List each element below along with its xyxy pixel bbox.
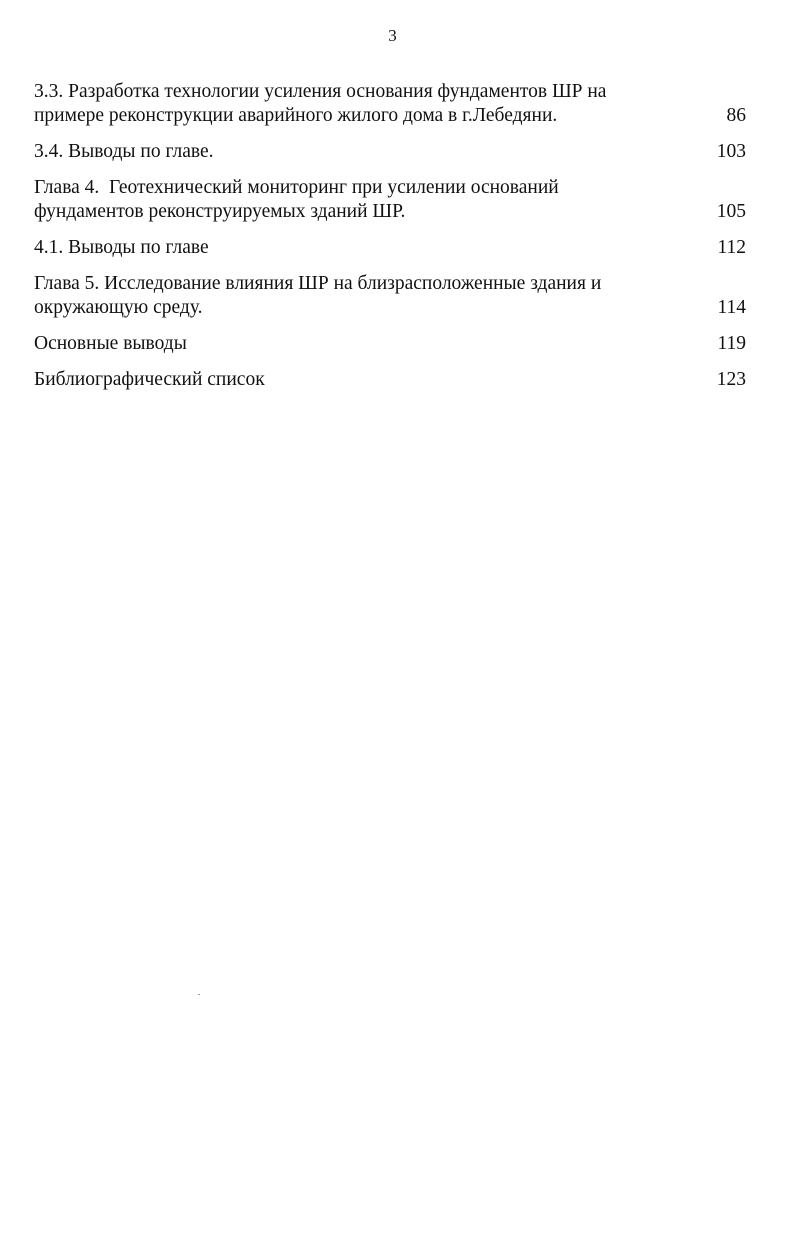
toc-entry bbox=[34, 176, 746, 224]
toc-entry-title-line: примере реконструкции аварийного жилого дома в г.Лебедяни. bbox=[34, 105, 558, 126]
toc-entry-title bbox=[34, 368, 710, 392]
toc-entry-page: 114 bbox=[717, 297, 746, 318]
page-number: 3 bbox=[388, 26, 397, 45]
toc-entry-title bbox=[34, 176, 710, 224]
toc-entry bbox=[34, 236, 746, 260]
scan-speck bbox=[198, 994, 200, 995]
toc-entry-title bbox=[34, 80, 710, 128]
toc-entry-page: 105 bbox=[716, 201, 746, 222]
toc-entry-title-line: 4.1. Выводы по главе bbox=[34, 237, 209, 258]
toc-entry-title-line: Основные выводы bbox=[34, 333, 187, 354]
toc-entry-page: 103 bbox=[716, 141, 746, 162]
toc-entry-title-line: Библиографический список bbox=[34, 369, 265, 390]
toc-entry-title bbox=[34, 332, 710, 356]
toc-entry-title-line: фундаментов реконструируемых зданий ШР. bbox=[34, 201, 406, 222]
toc-entry-title-line: Глава 5. Исследование влияния ШР на близрасположенные здания и bbox=[34, 273, 602, 294]
toc-entry-title bbox=[34, 140, 710, 164]
toc-entry-title bbox=[34, 236, 710, 260]
toc-entry-page: 86 bbox=[726, 105, 746, 126]
toc-entry-title bbox=[34, 272, 710, 320]
toc-entry bbox=[34, 80, 746, 128]
toc-entry bbox=[34, 140, 746, 164]
toc-entry-title-line: 3.3. Разработка технологии усиления основания фундаментов ШР на bbox=[34, 81, 607, 102]
toc-entry bbox=[34, 368, 746, 392]
toc-entry-page: 119 bbox=[717, 333, 746, 354]
toc-entry-page: 112 bbox=[717, 237, 746, 258]
toc-entry bbox=[34, 332, 746, 356]
toc-entry-title-line: окружающую среду. bbox=[34, 297, 203, 318]
toc-entry bbox=[34, 272, 746, 320]
toc-entry-title-line: Глава 4. Геотехнический мониторинг при усилении оснований bbox=[34, 177, 559, 198]
table-of-contents bbox=[34, 80, 746, 404]
toc-entry-page: 123 bbox=[716, 369, 746, 390]
toc-entry-title-line: 3.4. Выводы по главе. bbox=[34, 141, 214, 162]
